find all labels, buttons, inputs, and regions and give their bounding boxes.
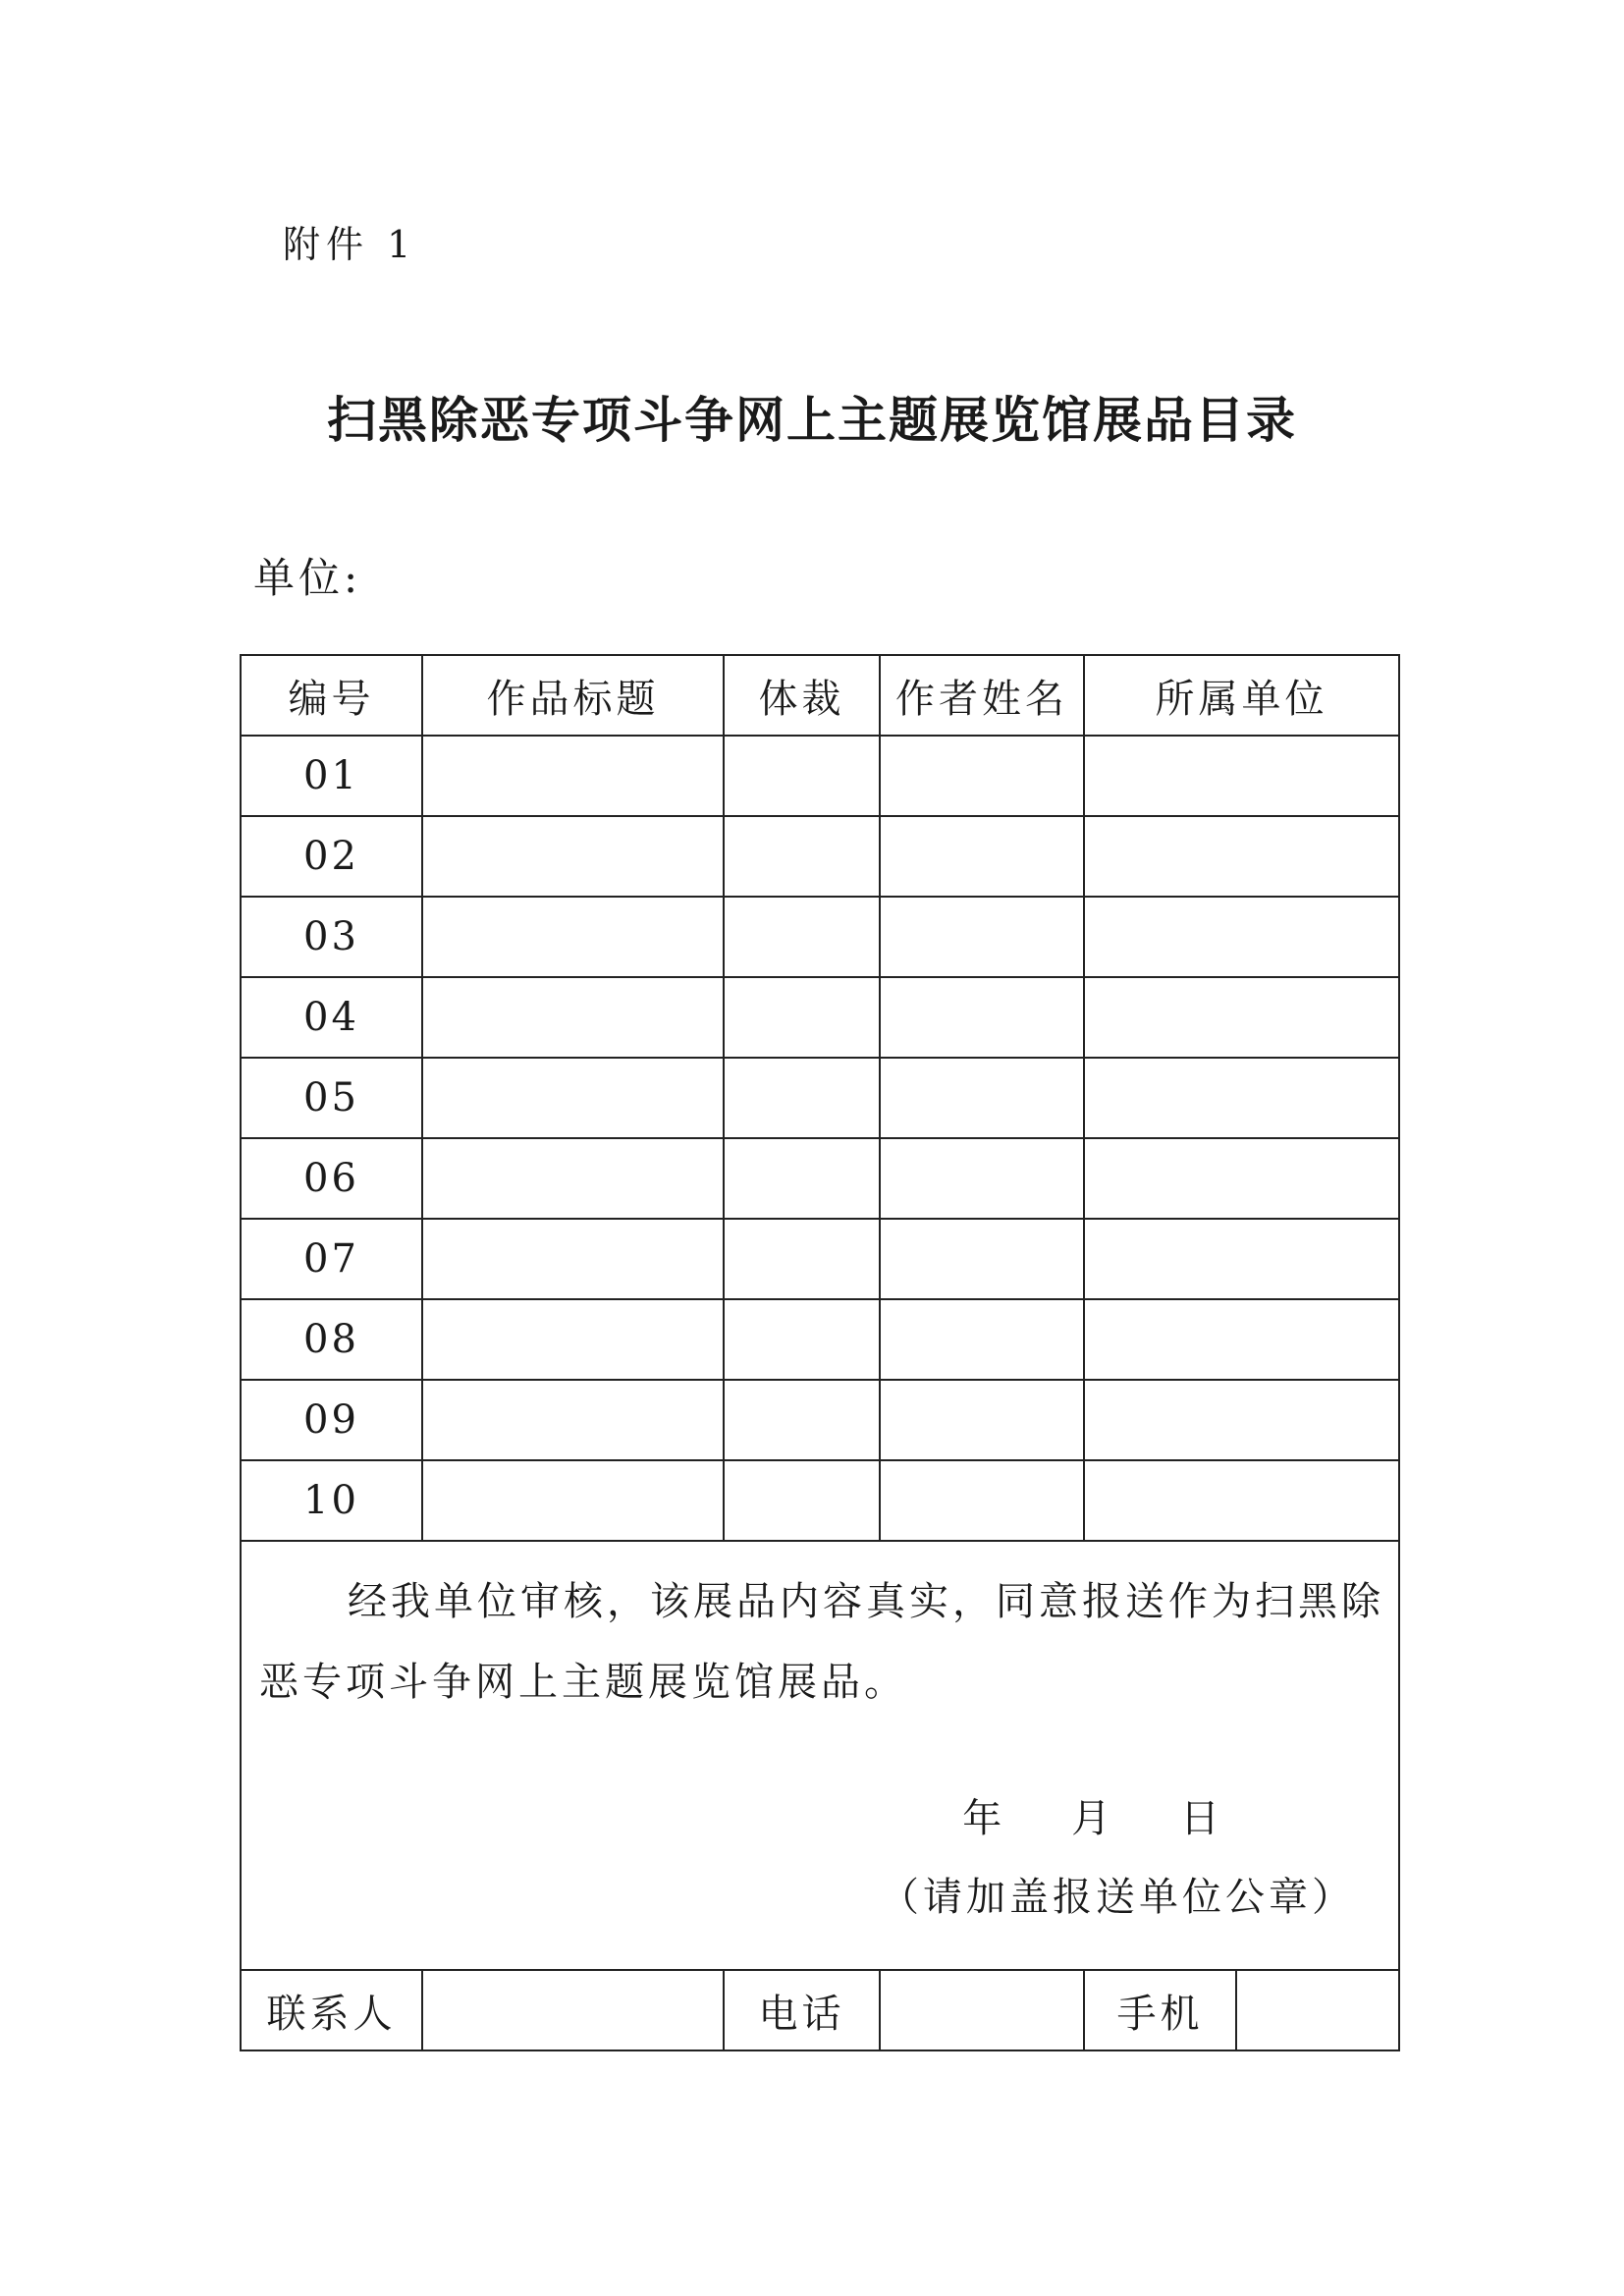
row-number: 07 — [241, 1219, 422, 1299]
table-row — [241, 897, 1399, 977]
header-affiliation: 所属单位 — [1084, 655, 1399, 736]
row-number: 06 — [241, 1138, 422, 1219]
row-number: 05 — [241, 1058, 422, 1138]
table-row — [241, 1380, 1399, 1460]
header-number: 编号 — [241, 655, 422, 736]
affiliation-cell[interactable] — [1084, 736, 1399, 816]
affiliation-cell[interactable] — [1084, 1219, 1399, 1299]
author-cell[interactable] — [880, 977, 1084, 1058]
genre-cell[interactable] — [724, 1138, 880, 1219]
affiliation-cell[interactable] — [1084, 1299, 1399, 1380]
table-row — [241, 1299, 1399, 1380]
date-line: 年 月 日 — [962, 1796, 1223, 1841]
declaration-row — [241, 1541, 1399, 1970]
mobile-label: 手机 — [1084, 1970, 1236, 2050]
phone-label: 电话 — [724, 1970, 880, 2050]
author-cell[interactable] — [880, 1380, 1084, 1460]
author-cell[interactable] — [880, 1138, 1084, 1219]
author-cell[interactable] — [880, 736, 1084, 816]
work-title-cell[interactable] — [422, 1460, 724, 1541]
table-row — [241, 736, 1399, 816]
seal-note: （请加盖报送单位公章） — [880, 1875, 1355, 1920]
row-number: 04 — [241, 977, 422, 1058]
declaration-text: 经我单位审核，该展品内容真实，同意报送作为扫黑除恶专项斗争网上主题展览馆展品。 — [259, 1579, 1384, 1705]
genre-cell[interactable] — [724, 897, 880, 977]
genre-cell[interactable] — [724, 1058, 880, 1138]
work-title-cell[interactable] — [422, 1380, 724, 1460]
table-row — [241, 1138, 1399, 1219]
genre-cell[interactable] — [724, 1380, 880, 1460]
exhibit-catalog-table — [240, 654, 1400, 2051]
table-body — [241, 655, 1399, 2050]
document-title: 扫黑除恶专项斗争网上主题展览馆展品目录 — [327, 392, 1297, 449]
author-cell[interactable] — [880, 897, 1084, 977]
header-row — [241, 655, 1399, 736]
genre-cell[interactable] — [724, 1219, 880, 1299]
table-row — [241, 1219, 1399, 1299]
header-author-name: 作者姓名 — [880, 655, 1084, 736]
genre-cell[interactable] — [724, 736, 880, 816]
genre-cell[interactable] — [724, 816, 880, 897]
work-title-cell[interactable] — [422, 897, 724, 977]
attachment-label: 附件 1 — [283, 223, 417, 266]
genre-cell[interactable] — [724, 1299, 880, 1380]
table-row — [241, 1058, 1399, 1138]
genre-cell[interactable] — [724, 1460, 880, 1541]
affiliation-cell[interactable] — [1084, 1138, 1399, 1219]
affiliation-cell[interactable] — [1084, 897, 1399, 977]
table-row — [241, 816, 1399, 897]
work-title-cell[interactable] — [422, 977, 724, 1058]
work-title-cell[interactable] — [422, 1299, 724, 1380]
author-cell[interactable] — [880, 1460, 1084, 1541]
work-title-cell[interactable] — [422, 736, 724, 816]
row-number: 10 — [241, 1460, 422, 1541]
contact-person-label: 联系人 — [241, 1970, 422, 2050]
work-title-cell[interactable] — [422, 1058, 724, 1138]
affiliation-cell[interactable] — [1084, 1058, 1399, 1138]
affiliation-cell[interactable] — [1084, 1380, 1399, 1460]
author-cell[interactable] — [880, 1299, 1084, 1380]
contact-row — [241, 1970, 1399, 2050]
author-cell[interactable] — [880, 1058, 1084, 1138]
author-cell[interactable] — [880, 1219, 1084, 1299]
table-row — [241, 1460, 1399, 1541]
row-number: 02 — [241, 816, 422, 897]
genre-cell[interactable] — [724, 977, 880, 1058]
affiliation-cell[interactable] — [1084, 1460, 1399, 1541]
header-work-title: 作品标题 — [422, 655, 724, 736]
header-genre: 体裁 — [724, 655, 880, 736]
unit-label: 单位: — [253, 554, 362, 602]
table-row — [241, 977, 1399, 1058]
mobile-field[interactable] — [1236, 1970, 1399, 2050]
row-number: 08 — [241, 1299, 422, 1380]
phone-field[interactable] — [880, 1970, 1084, 2050]
row-number: 01 — [241, 736, 422, 816]
work-title-cell[interactable] — [422, 1219, 724, 1299]
declaration-cell — [241, 1541, 1399, 1970]
work-title-cell[interactable] — [422, 816, 724, 897]
work-title-cell[interactable] — [422, 1138, 724, 1219]
author-cell[interactable] — [880, 816, 1084, 897]
contact-person-field[interactable] — [422, 1970, 724, 2050]
row-number: 03 — [241, 897, 422, 977]
row-number: 09 — [241, 1380, 422, 1460]
affiliation-cell[interactable] — [1084, 816, 1399, 897]
affiliation-cell[interactable] — [1084, 977, 1399, 1058]
